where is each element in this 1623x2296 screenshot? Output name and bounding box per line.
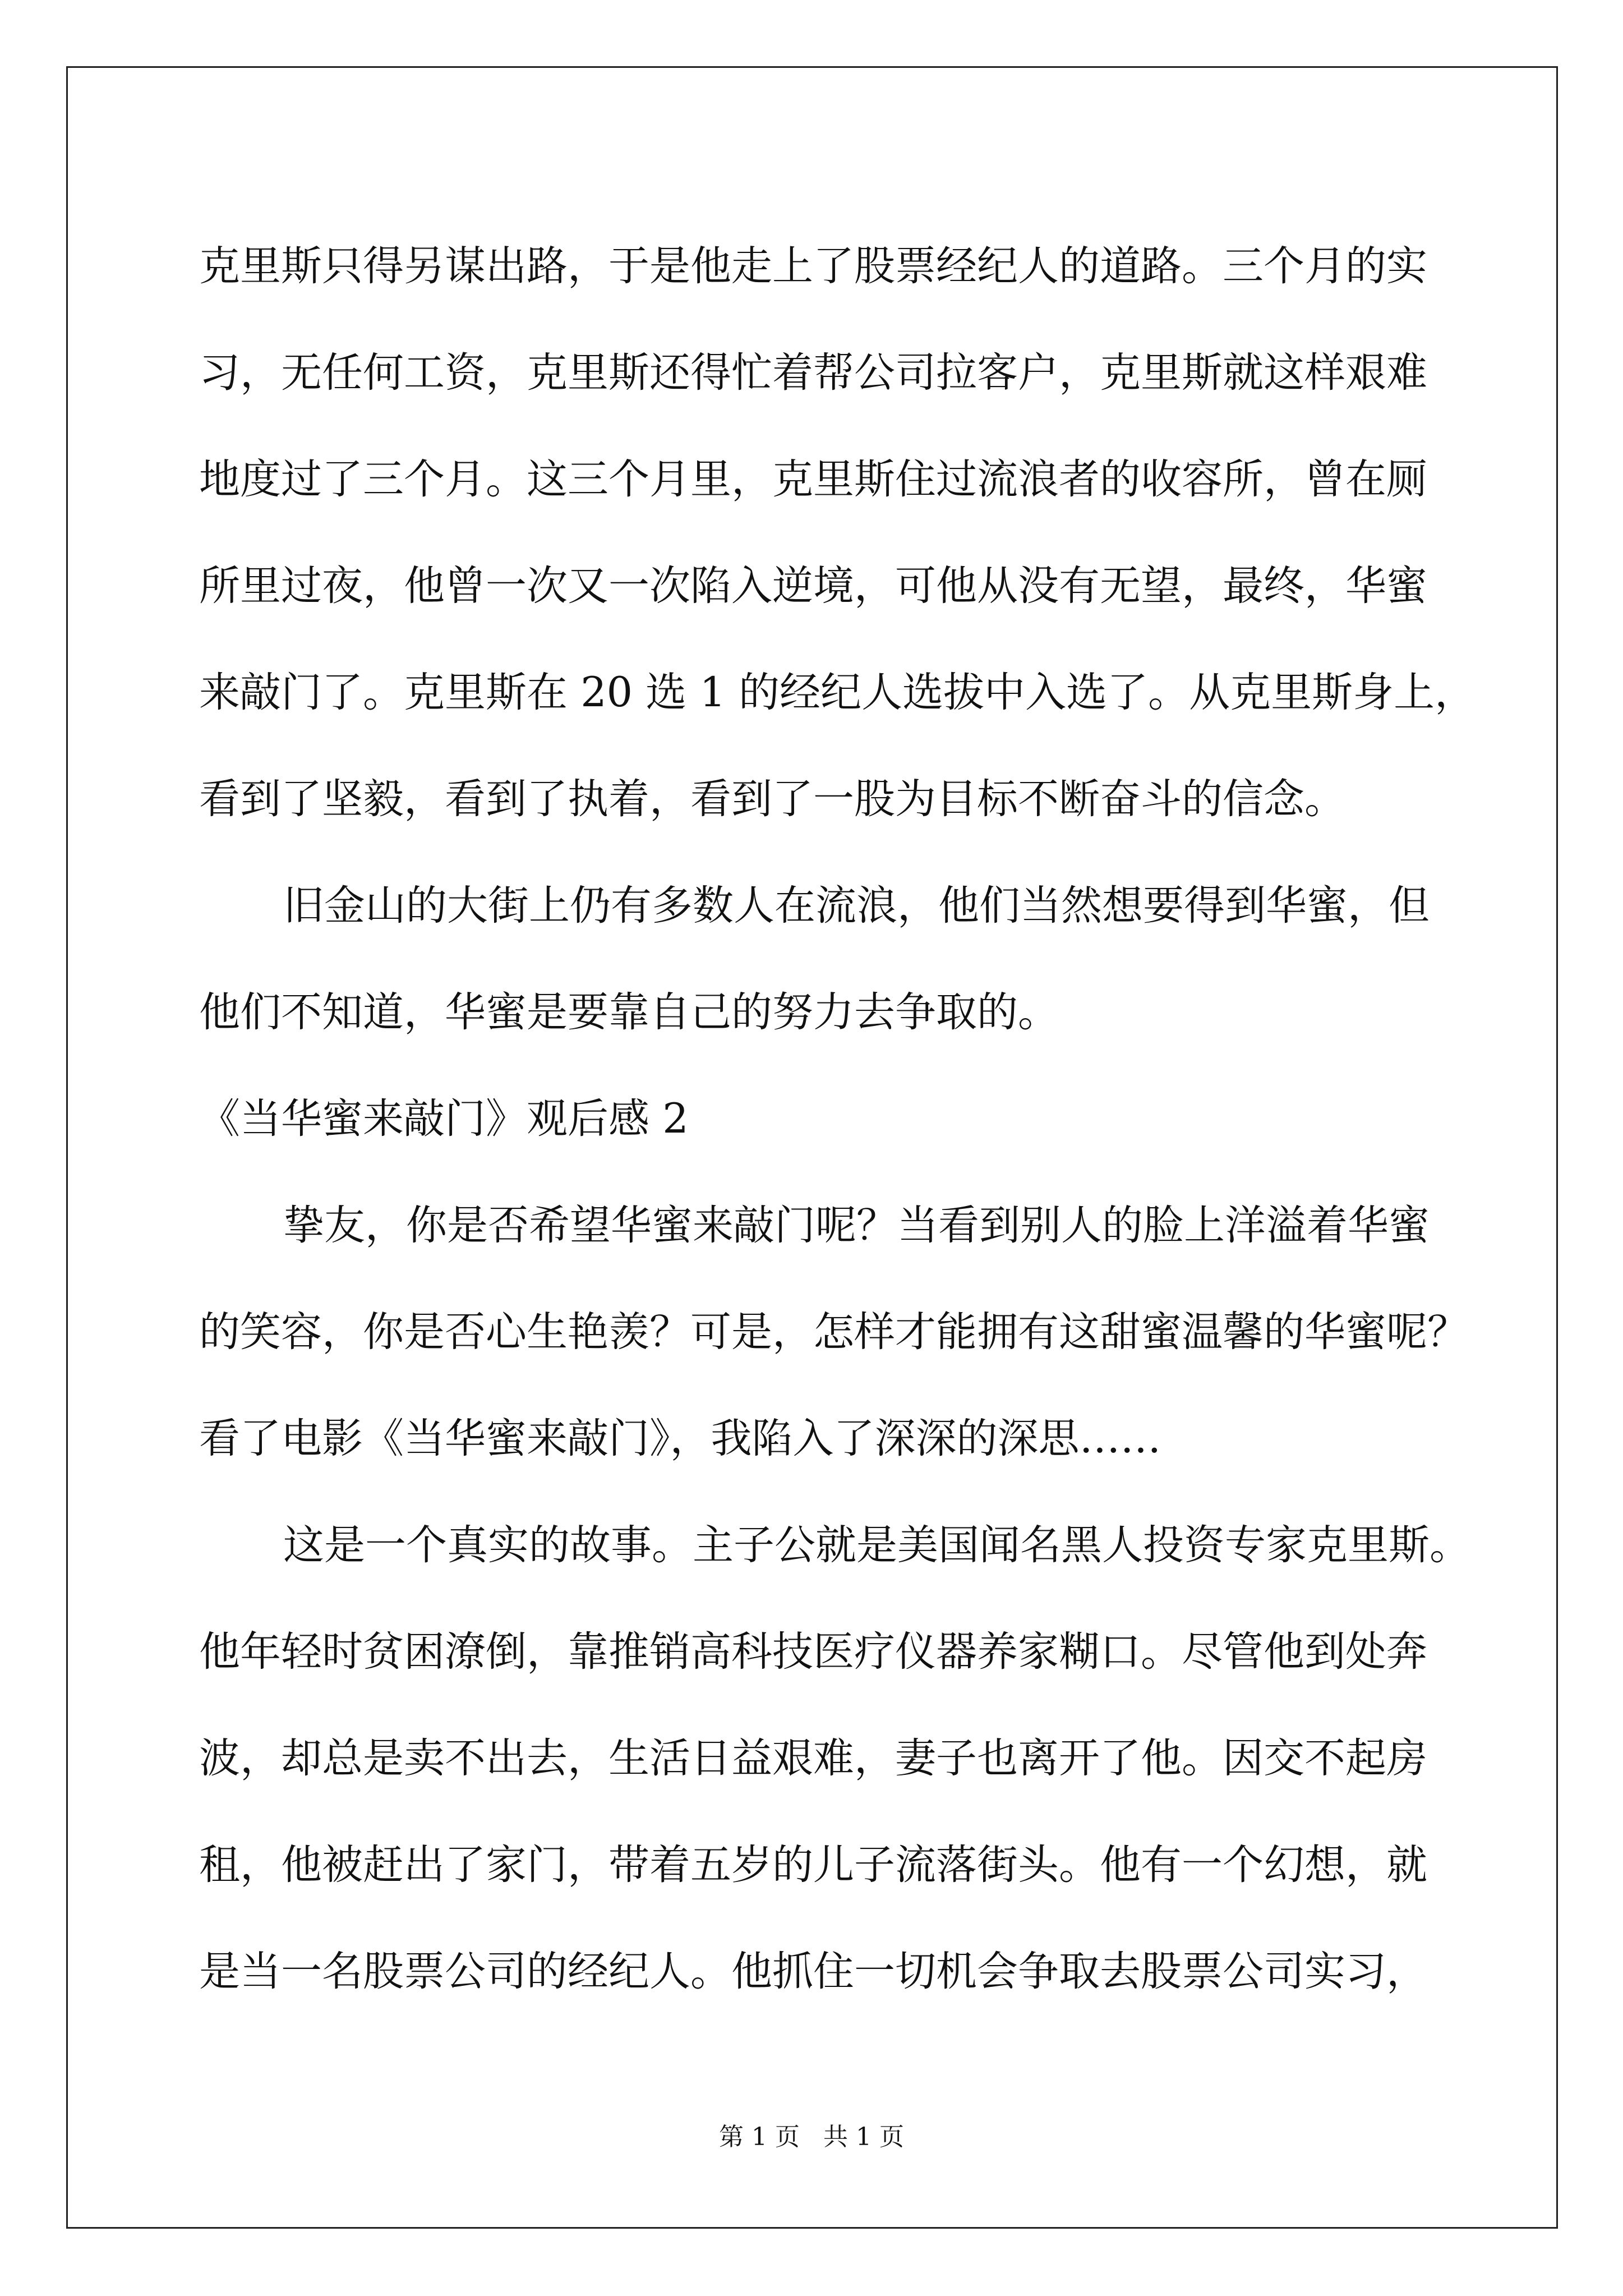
text-line: 他年轻时贫困潦倒，靠推销高科技医疗仪器养家糊口。尽管他到处奔 [199,1628,1427,1676]
page-total: 共 1 页 [823,2123,904,2151]
text-line: 是当一名股票公司的经纪人。他抓住一切机会争取去股票公司实习， [199,1948,1427,1995]
text-line: 租，他被赶出了家门，带着五岁的儿子流落街头。他有一个幻想，就 [199,1841,1427,1889]
paragraph-start-line: 旧金山的大街上仍有多数人在流浪，他们当然想要得到华蜜，但 [283,882,1430,930]
page-number: 第 1 页 [719,2123,800,2151]
text-line: 他们不知道，华蜜是要靠自己的努力去争取的。 [199,988,1059,1036]
text-line: 看了电影《当华蜜来敲门》，我陷入了深深的深思…… [199,1415,1161,1462]
page-footer [0,2120,1623,2154]
paragraph-start-line: 这是一个真实的故事。主子公就是美国闻名黑人投资专家克里斯。 [283,1521,1470,1569]
document-body [199,213,1476,2025]
text-line: 地度过了三个月。这三个月里，克里斯住过流浪者的收容所，曾在厕 [199,455,1427,503]
section-heading: 《当华蜜来敲门》观后感 2 [199,1095,689,1143]
paragraph-start-line: 挚友，你是否希望华蜜来敲门呢？当看到别人的脸上洋溢着华蜜 [283,1202,1430,1249]
text-line: 波，却总是卖不出去，生活日益艰难，妻子也离开了他。因交不起房 [199,1734,1427,1782]
text-line: 看到了坚毅，看到了执着，看到了一股为目标不断奋斗的信念。 [199,775,1345,823]
text-line: 克里斯只得另谋出路，于是他走上了股票经纪人的道路。三个月的实 [199,242,1427,290]
text-line: 的笑容，你是否心生艳羡？可是，怎样才能拥有这甜蜜温馨的华蜜呢？ [199,1308,1468,1356]
text-line: 习，无任何工资，克里斯还得忙着帮公司拉客户，克里斯就这样艰难 [199,349,1427,397]
text-line: 来敲门了。克里斯在 20 选 1 的经纪人选拔中入选了。从克里斯身上， [199,669,1476,716]
text-line: 所里过夜，他曾一次又一次陷入逆境，可他从没有无望，最终，华蜜 [199,562,1427,610]
